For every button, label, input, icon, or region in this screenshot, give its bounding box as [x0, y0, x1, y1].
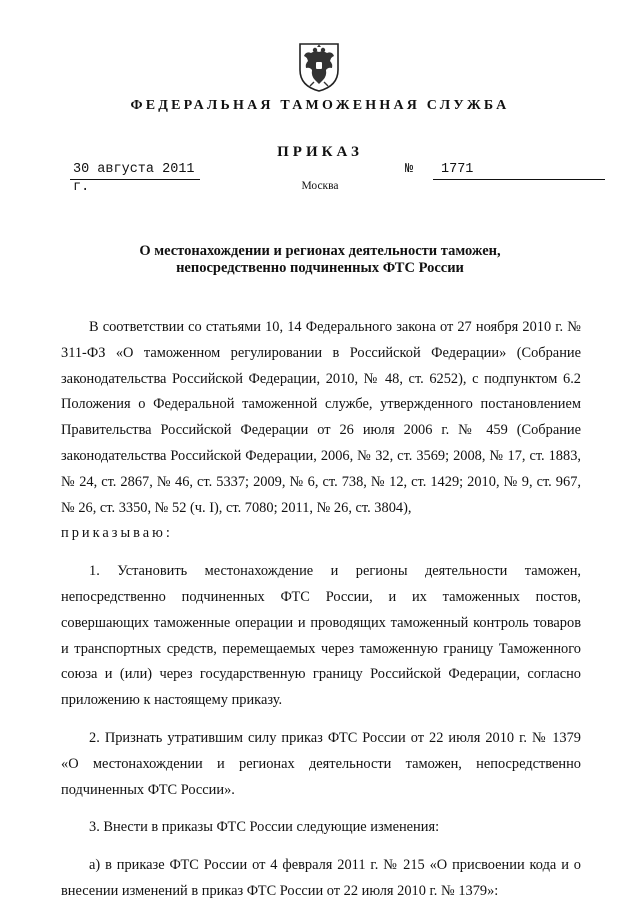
order-word: приказываю:	[61, 525, 173, 542]
order-body	[61, 315, 581, 905]
subject-line-2: непосредственно подчиненных ФТС России	[176, 260, 464, 276]
order-number: 1771	[433, 161, 605, 180]
agency-name: ФЕДЕРАЛЬНАЯ ТАМОЖЕННАЯ СЛУЖБА	[130, 98, 510, 113]
item-3a-paragraph: а) в приказе ФТС России от 4 февраля 2011 г. № 215 «О присвоении кода и о внесении изменений в приказ ФТС России от 22 июля 2010 г. № 1379»:	[61, 857, 581, 899]
city-name: Москва	[301, 180, 339, 192]
item-1-paragraph: 1. Установить местонахождение и регионы деятельности таможен, непосредственно подчиненных ФТС России, и их таможенных постов, совершающих таможенные операции и проводящих таможенный контроль товаров и транспортных средств, перемещаемых через таможенную границу Таможенного союза и (или) через государственную границу Российской Федерации, согласно приложению к настоящему приказу.	[61, 563, 581, 709]
item-3-paragraph: 3. Внести в приказы ФТС России следующие изменения:	[89, 819, 440, 836]
number-sign: №	[405, 162, 414, 177]
item-2-paragraph: 2. Признать утратившим силу приказ ФТС России от 22 июля 2010 г. № 1379 «О местонахождении и регионах деятельности таможен, непосредственно подчиненных ФТС России».	[61, 729, 581, 798]
coat-of-arms-emblem	[294, 40, 344, 92]
order-subject	[90, 243, 550, 277]
order-number-field	[405, 161, 605, 180]
preamble-paragraph: В соответствии со статьями 10, 14 Федерального закона от 27 ноября 2010 г. № 311-ФЗ «О таможенном регулировании в Российской Федерации» (Собрание законодательства Российской Федерации, 2010, № 48, ст. 6252), с подпунктом 6.2 Положения о Федеральной таможенной службе, утвержденного постановлением Правительства Российской Федерации от 26 июля 2006 г. № 459 (Собрание законодательства Российской Федерации, 2006, № 32, ст. 3569; 2008, № 17, ст. 1883, № 24, ст. 2867, № 46, ст. 5337; 2009, № 6, ст. 738, № 12, ст. 1429; 2010, № 9, ст. 967, № 26, ст. 3350, № 52 (ч. I), ст. 7080; 2011, № 26, ст. 3804),	[61, 319, 581, 516]
order-date: 30 августа 2011 г.	[70, 161, 200, 180]
document-type-title: ПРИКАЗ	[277, 144, 363, 160]
subject-line-1: О местонахождении и регионах деятельности таможен,	[139, 243, 501, 259]
